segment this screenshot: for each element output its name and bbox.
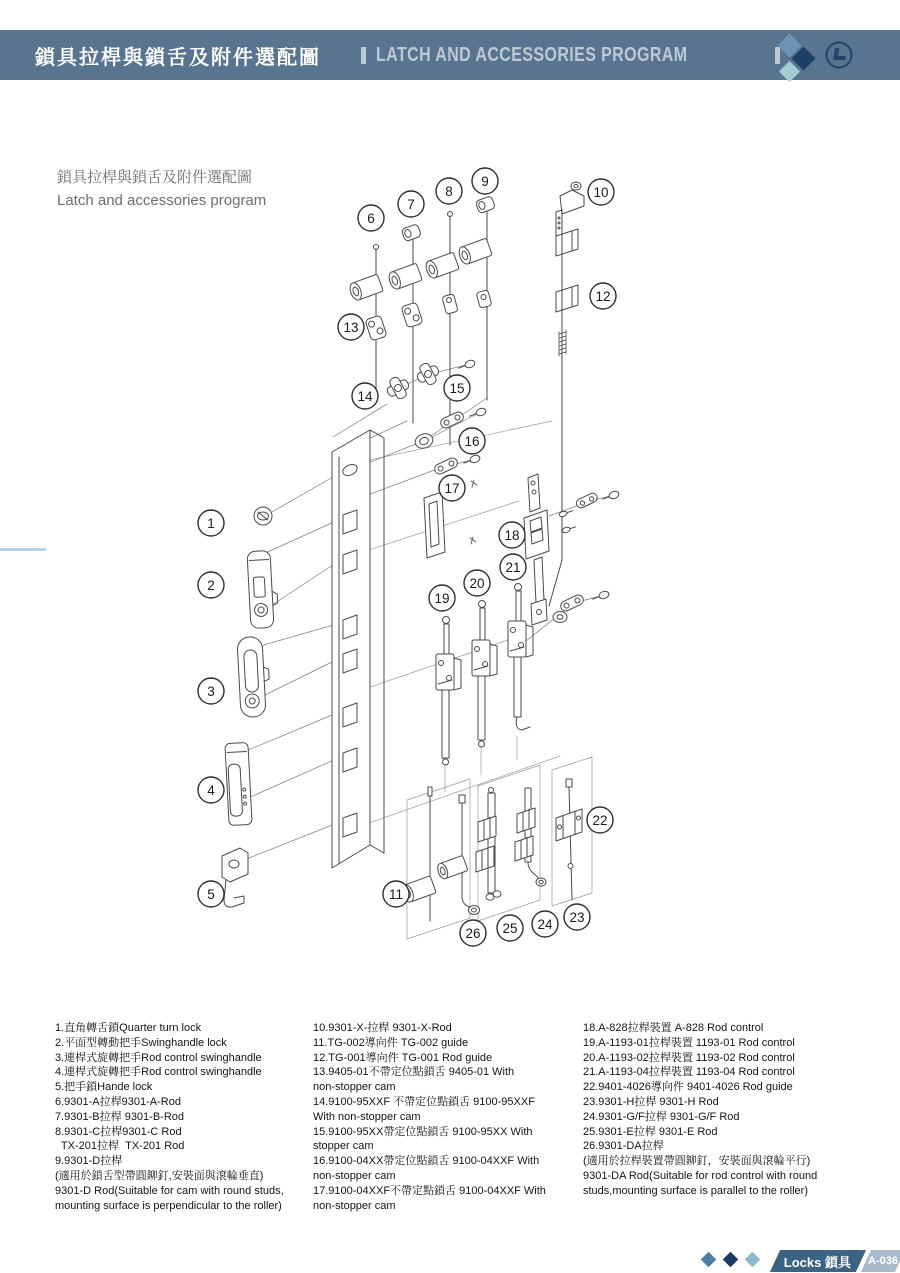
- callout-3: [198, 678, 224, 704]
- svg-text:5: 5: [207, 887, 215, 902]
- svg-text:10: 10: [593, 185, 609, 200]
- callout-25: [497, 915, 523, 941]
- svg-text:8: 8: [445, 184, 453, 199]
- caption-en: Latch and accessories program: [57, 192, 267, 209]
- callout-15: [444, 375, 470, 401]
- parts-line: non-stopper cam: [313, 1081, 396, 1094]
- parts-line: 10.9301-X-拉桿 9301-X-Rod: [313, 1022, 452, 1034]
- svg-text:25: 25: [502, 921, 518, 936]
- parts-line: 2.平面型轉動把手Swinghandle lock: [55, 1036, 227, 1049]
- svg-text:2: 2: [207, 578, 215, 593]
- svg-text:17: 17: [444, 481, 460, 496]
- callout-13: [338, 314, 364, 340]
- parts-line: 5.把手鎖Hande lock: [55, 1081, 153, 1094]
- svg-text:12: 12: [595, 289, 611, 304]
- parts-line: With non-stopper cam: [313, 1110, 421, 1123]
- screw-icon: [458, 359, 476, 371]
- callout-26: [460, 920, 486, 946]
- parts-line: 9301-D Rod(Suitable for cam with round studs,: [55, 1184, 284, 1197]
- svg-text:15: 15: [449, 381, 465, 396]
- parts-line: studs,mounting surface is parallel to the roller): [583, 1184, 808, 1197]
- parts-line: 11.TG-002導向件 TG-002 guide: [313, 1036, 469, 1049]
- parts-line: 8.9301-C拉桿9301-C Rod: [55, 1125, 182, 1138]
- parts-line: 24.9301-G/F拉桿 9301-G/F Rod: [583, 1110, 740, 1123]
- part-handle-lock: [222, 848, 248, 907]
- parts-line: 9301-DA Rod(Suitable for rod control with round: [583, 1169, 818, 1182]
- header-title-zh: 鎖具拉桿與鎖舌及附件選配圖: [35, 46, 321, 69]
- parts-line: 9.9301-D拉桿: [55, 1155, 123, 1168]
- parts-line: (適用於鎖舌型帶圓鉚釘,安裝面與滾輪垂直): [55, 1169, 264, 1182]
- part-cam-roller: [553, 590, 610, 622]
- parts-line: 20.A-1193-02拉桿裝置 1193-02 Rod control: [583, 1051, 795, 1064]
- parts-line: 17.9100-04XXF不帶定點鎖舌 9100-04XXF With: [313, 1184, 546, 1197]
- svg-text:9: 9: [481, 174, 489, 189]
- parts-column-2: [313, 1021, 546, 1213]
- part-rod-8: [424, 212, 459, 446]
- parts-line: 21.A-1193-04拉桿裝置 1193-04 Rod control: [583, 1066, 795, 1079]
- parts-line: 4.連桿式旋轉把手Rod control swinghandle: [55, 1066, 262, 1079]
- parts-line: 26.9301-DA拉桿: [583, 1140, 664, 1153]
- part-cam-9405: [365, 315, 387, 341]
- parts-line: 25.9301-E拉桿 9301-E Rod: [583, 1125, 718, 1138]
- parts-line: 22.9401-4026導向件 9401-4026 Rod guide: [583, 1081, 793, 1094]
- parts-line: 19.A-1193-01拉桿裝置 1193-01 Rod control: [583, 1036, 795, 1049]
- part-swinghandle-lock: [247, 550, 279, 628]
- svg-text:21: 21: [505, 560, 521, 575]
- callout-23: [564, 904, 590, 930]
- svg-text:13: 13: [343, 320, 359, 335]
- part-guide-tg001: [556, 285, 578, 312]
- callout-4: [198, 777, 224, 803]
- parts-line: TX-201拉桿 TX-201 Rod: [55, 1140, 185, 1153]
- svg-text:4: 4: [207, 783, 215, 798]
- callout-21: [500, 554, 526, 580]
- callout-14: [352, 383, 378, 409]
- parts-line: 12.TG-001導向件 TG-001 Rod guide: [313, 1051, 493, 1064]
- part-rod-control-20: [472, 601, 497, 748]
- svg-text:20: 20: [469, 576, 485, 591]
- parts-line: 18.A-828拉桿裝置 A-828 Rod control: [583, 1022, 764, 1034]
- parts-line: 13.9405-01不帶定位點鎖舌 9405-01 With: [313, 1066, 515, 1079]
- footer-section-tab: [770, 1250, 866, 1272]
- footer-section-label: Locks 鎖具: [784, 1254, 852, 1270]
- callout-8: [436, 178, 462, 204]
- parts-line: 3.連桿式旋轉把手Rod control swinghandle: [55, 1051, 262, 1064]
- caption-zh: 鎖具拉桿與鎖舌及附件選配圖: [57, 169, 253, 186]
- callout-17: [439, 475, 465, 501]
- parts-line: non-stopper cam: [313, 1169, 396, 1182]
- mounting-panel: [332, 430, 384, 868]
- callout-18: [499, 522, 525, 548]
- part-rod-control-swinghandle-2: [225, 742, 252, 825]
- parts-line: mounting surface is perpendicular to the roller): [55, 1199, 282, 1212]
- part-rod-control-swinghandle-1: [237, 636, 271, 717]
- part-guide-tg: [556, 229, 578, 256]
- svg-text:3: 3: [207, 684, 215, 699]
- svg-text:1: 1: [207, 516, 215, 531]
- part-rod-control-19: [436, 617, 461, 766]
- parts-line: 23.9301-H拉桿 9301-H Rod: [583, 1095, 719, 1108]
- svg-text:23: 23: [569, 910, 585, 925]
- part-guide-22: [556, 809, 582, 841]
- callout-22: [587, 807, 613, 833]
- svg-text:18: 18: [504, 528, 520, 543]
- parts-column-1: [55, 1021, 284, 1213]
- parts-column-3: [583, 1021, 817, 1199]
- svg-text:14: 14: [357, 389, 373, 404]
- callout-6: [358, 205, 384, 231]
- part-cam-15: [413, 359, 443, 389]
- svg-text:6: 6: [367, 211, 375, 226]
- header-title-en: LATCH AND ACCESSORIES PROGRAM: [376, 43, 688, 66]
- part-rod-10: [549, 182, 584, 606]
- svg-text:26: 26: [465, 926, 481, 941]
- parts-line: 16.9100-04XX帶定位點鎖舌 9100-04XXF With: [313, 1155, 540, 1168]
- part-cam-14: [383, 373, 413, 403]
- footer-page-number: A-036: [868, 1255, 898, 1267]
- parts-line: 1.直角轉舌鎖Quarter turn lock: [55, 1022, 202, 1034]
- callout-11: [383, 881, 409, 907]
- svg-text:24: 24: [537, 917, 553, 932]
- part-rod-26: [436, 795, 480, 915]
- parts-line: 7.9301-B拉桿 9301-B-Rod: [55, 1110, 185, 1123]
- parts-line: non-stopper cam: [313, 1199, 396, 1212]
- parts-line: stopper cam: [313, 1140, 374, 1153]
- callout-20: [464, 570, 490, 596]
- parts-line: 15.9100-95XX帶定位點鎖舌 9100-95XX With: [313, 1125, 533, 1138]
- part-quarter-turn-lock: [254, 507, 272, 525]
- callout-12: [590, 283, 616, 309]
- callout-24: [532, 911, 558, 937]
- callout-9: [472, 168, 498, 194]
- part-rod-24: [515, 788, 546, 886]
- svg-text:19: 19: [434, 591, 450, 606]
- svg-text:22: 22: [592, 813, 608, 828]
- callout-10: [588, 179, 614, 205]
- parts-line: 6.9301-A拉桿9301-A-Rod: [55, 1095, 181, 1108]
- callout-1: [198, 510, 224, 536]
- svg-text:7: 7: [407, 197, 415, 212]
- callout-5: [198, 881, 224, 907]
- callout-2: [198, 572, 224, 598]
- callout-19: [429, 585, 455, 611]
- parts-line: (適用於拉桿裝置帶圓鉚釘，安裝面與滾輪平行): [583, 1155, 811, 1168]
- svg-text:11: 11: [388, 887, 404, 902]
- parts-line: 14.9100-95XXF 不帶定位點鎖舌 9100-95XXF: [313, 1095, 535, 1108]
- part-rod-25: [476, 788, 501, 901]
- part-slotted-plate: [424, 492, 445, 558]
- callout-16: [459, 428, 485, 454]
- part-rod-23: [566, 779, 573, 900]
- callout-7: [398, 191, 424, 217]
- svg-text:16: 16: [464, 434, 480, 449]
- part-rod-9: [457, 196, 496, 400]
- part-rod-control-21: [508, 584, 533, 731]
